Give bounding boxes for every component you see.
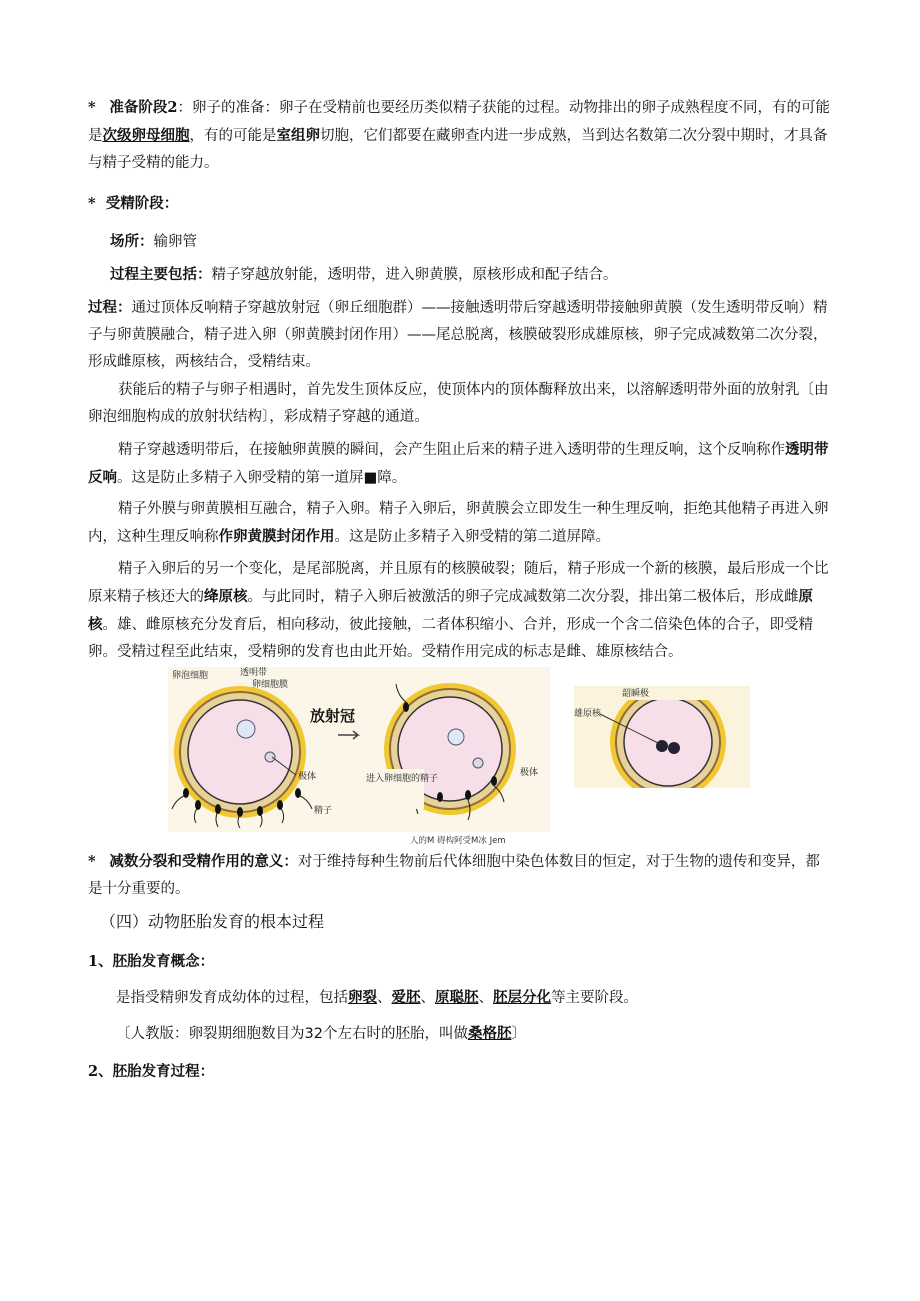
text: 精子入卵后的另一个变化，是尾部脱离，并且原有的核膜破裂；随后，精子形成一个新的核膜，最后形成一个比原来精子核还大的 <box>88 561 829 605</box>
paragraph-pronucleus <box>88 556 833 666</box>
paragraph-zona-reaction <box>88 436 833 492</box>
text: 个左右时的胚胎，叫做 <box>322 1026 468 1042</box>
paragraph-preparation-stage-2 <box>88 94 833 177</box>
text: 。这是防止多精子入卵受精的第一道屏■障。 <box>117 470 407 486</box>
label-entering-sperm: 进入卵细胞的精子 <box>366 774 439 784</box>
term-male-pronucleus: 绛原核 <box>204 588 248 605</box>
text: 〕 <box>511 1026 526 1042</box>
text: 。与此同时，精子入卵后被激活的卵子完成减数第二次分裂，排出第二极体后，形成雌 <box>247 589 799 605</box>
section-heading: （四）动物胚胎发育的根本过程 <box>100 912 325 931</box>
term-germ-layer: 胚层分化 <box>493 989 551 1006</box>
term-secondary-oocyte: 次级卵母细胞 <box>102 127 190 144</box>
label-follicle-cells: 卵泡细胞 <box>172 671 209 681</box>
separator: 、 <box>420 990 435 1006</box>
paragraph-process <box>88 294 833 376</box>
polar-body <box>265 752 275 762</box>
term-cleavage: 卵裂 <box>348 989 377 1006</box>
text: ：卵子的准备：卵子在受精前也要经历类似精子获能的过程。动物排出的卵子成熟程度不同，有的可能是 <box>88 100 831 144</box>
term-pronucleus: 原核 <box>88 588 813 633</box>
text: ，有的可能是 <box>189 128 277 144</box>
female-pronucleus-mark <box>668 742 680 754</box>
text: 。这是防止多精子入卵受精的第二道屏障。 <box>334 529 610 545</box>
paragraph-vitelline-block <box>88 496 833 551</box>
paragraph-location <box>110 228 855 256</box>
male-pronucleus-mark <box>656 740 668 752</box>
paragraph-note <box>116 1020 861 1048</box>
nucleus <box>237 720 255 738</box>
fertilization-diagram-right <box>574 686 750 788</box>
text: 输卵管 <box>153 234 197 250</box>
label: 减数分裂和受精作用的意义： <box>109 853 298 870</box>
subheading-concept: 1、胚胎发育概念： <box>88 953 215 970</box>
text: 。雄、雌原核充分发育后，相向移动，彼此接触，二者体积缩小、合并，形成一个含二倍染色体的合子，即受精卵。受精过程至此结束，受精卵的发育也由此开始。受精作用完成的标志是雌、雄原核结合。 <box>88 617 813 660</box>
fertilization-illustration <box>168 667 550 832</box>
text: 精子穿越透明带后，在接触卵黄膜的瞬间，会产生阻止后来的精子进入透明带的生理反响，这个反响称作 <box>118 442 785 458</box>
text: 通过顶体反响精子穿越放射冠（卵丘细胞群）——接触透明带后穿越透明带接触卵黄膜（发生透明带反响）精子与卵黄膜融合，精子进入卵（卵黄膜封闭作用）——尾总脱离，核膜破裂形成雄原核，卵子完成减数第二次分裂，形成雌原核，两核结合，受精结束。 <box>88 300 828 370</box>
arrow-icon <box>338 731 358 739</box>
text: 切胞，它们都要在藏卵查内进一步成熟，当到达名数第二次分裂中期时，才具备与精子受精的能力。 <box>88 128 828 171</box>
stage-label: 准备阶段2 <box>109 99 178 116</box>
separator: 、 <box>478 990 493 1006</box>
fertilization-diagram-left <box>168 667 550 832</box>
term-morula: 桑格胚 <box>467 1025 512 1042</box>
term-vitelline-block: 作卵黄膜封闭作用 <box>218 528 335 545</box>
term-zona-reaction: 透明带反响 <box>88 441 829 486</box>
nucleus-2 <box>448 729 464 745</box>
paragraph-main-process <box>110 261 855 289</box>
subheading-process: 2、胚胎发育过程： <box>88 1063 215 1080</box>
label-zona: 透明带 <box>240 668 268 678</box>
label-pronucleus-top: 韶瞬极 <box>622 689 650 699</box>
text: 等主要阶段。 <box>551 990 638 1006</box>
term: 原聪胚 <box>435 989 479 1006</box>
separator: 、 <box>377 990 392 1006</box>
bullet: * <box>88 853 96 870</box>
text: 是指受精卵发育成幼体的过程，包括 <box>116 990 348 1006</box>
label-polar-body-2: 极体 <box>520 768 539 778</box>
text: 对于维持每种生物前后代体细胞中染色体数目的恒定，对于生物的遗传和变异，都是十分重要的。 <box>88 854 820 897</box>
text: 〔人教版：卵裂期细胞数目为 <box>116 1026 305 1042</box>
paragraph-acrosome-reaction <box>88 377 833 431</box>
label-polar-body: 极体 <box>298 772 317 782</box>
pronuclei-illustration <box>574 686 750 788</box>
text: 精子穿越放射能，透明带，进入卵黄膜，原核形成和配子结合。 <box>211 267 618 283</box>
paragraph-significance <box>88 848 833 903</box>
label: 场所： <box>110 233 154 250</box>
text: 精子外膜与卵黄膜相互融合，精子入卵。精子入卵后，卵黄膜会立即发生一种生理反响，拒绝其他精子再进入卵内，这种生理反响称 <box>88 501 829 545</box>
heading-fertilization-stage <box>88 190 833 217</box>
ovum-3 <box>624 698 712 786</box>
figure-caption: 人的M 碍构阿受M冰 Jem <box>410 836 506 846</box>
term: 室组卵 <box>276 127 320 144</box>
label-corona: 放射冠 <box>310 707 356 725</box>
term: 爱胚 <box>391 989 421 1006</box>
polar-body-2 <box>473 758 483 768</box>
label-male-pronucleus: 雄原核 <box>574 709 602 719</box>
ovum <box>188 700 292 804</box>
heading-text: 受精阶段： <box>105 195 179 212</box>
label: 过程主要包括： <box>110 266 212 283</box>
label-vitelline-membrane: 卵细胞膜 <box>252 680 289 690</box>
bullet: * <box>88 99 96 116</box>
text: 获能后的精子与卵子相遇时，首先发生顶体反应，使顶体内的顶体酶释放出来，以溶解透明带外面的放射乳〔由卵泡细胞构成的放射状结构〕，彩成精子穿越的通道。 <box>88 382 829 425</box>
label: 过程： <box>88 299 132 316</box>
label-sperm: 精子 <box>314 806 333 816</box>
paragraph-concept <box>116 984 861 1012</box>
bullet: * <box>88 195 96 212</box>
number: 32 <box>304 1026 323 1042</box>
